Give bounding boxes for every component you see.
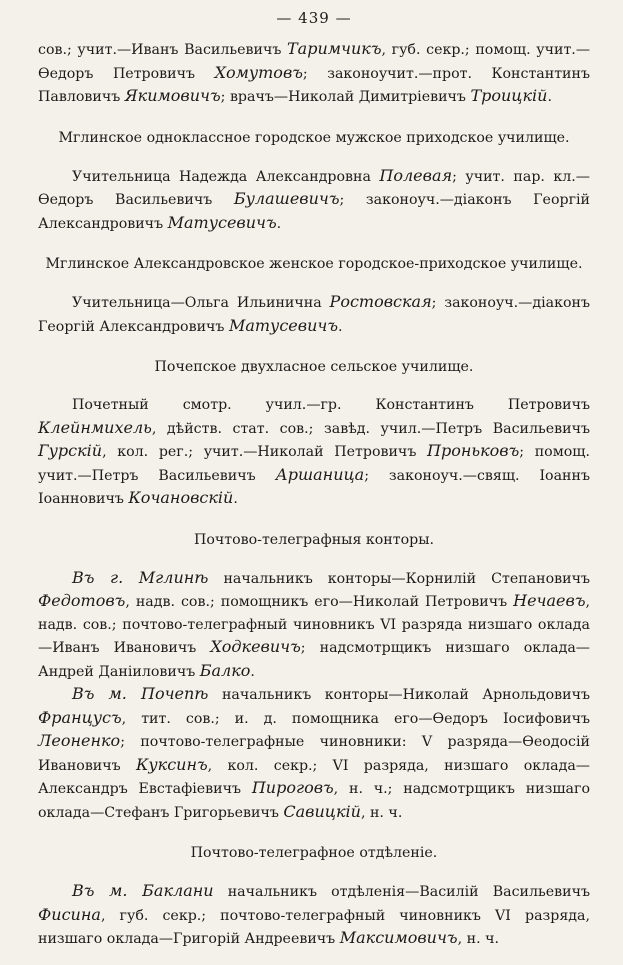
paragraph-pochep-school [38,394,590,511]
italic-name: Францусъ [38,707,122,727]
italic-name: Гурскій [38,441,103,460]
text-run: начальникъ конторы—Корнилій Степановичъ [208,570,590,587]
italic-name: Леоненко [38,731,121,750]
text-run: ; врачъ—Николай Димитріевичъ [220,89,471,105]
italic-name: Куксинъ [135,754,208,774]
text-run: , губ. секр.; помощ. учит.—Өедоръ Петровичъ [38,42,591,82]
italic-name: Троицкій [470,86,548,105]
italic-name: Таримчикъ [287,39,382,58]
text-run: ; почтово-телеграфные чиновники: V разряда—Өеодосій Ивановичъ [38,734,590,774]
italic-name: Максимовичъ [339,928,458,947]
text-run: начальникъ отдѣленія—Василій Васильевичъ [213,884,590,900]
text-run: , надв. сов.; почтово-телеграфный чиновникъ VI разряда низшаго оклада—Иванъ Ивановичъ [38,594,590,656]
text-run: ; законоуч.—діаконъ Георгій Александровичъ [38,192,590,232]
heading-mglin-male-school: Мглинское одноклассное городское мужское приходское училище. [58,129,570,146]
italic-name: Въ м. Баклани [72,881,214,900]
text-run: ; законоуч.—свящ. Іоаннъ Іоанновичъ [38,467,590,507]
italic-name: Въ г. Мглинѣ [72,567,209,587]
italic-name: Якимовичъ [124,86,221,105]
italic-name: Клейнмихель [38,417,152,437]
text-run: , н. ч.; надсмотрщикъ низшаго оклада—Стефанъ Григорьевичъ [38,781,590,821]
italic-name: Фисина [38,904,101,924]
paragraph-post-branch-baklan [38,880,590,951]
italic-name: Аршаница [275,464,365,484]
italic-name: Проньковъ [427,441,520,460]
italic-name: Нечаевъ [513,591,586,610]
text-run: . [276,215,282,232]
paragraph-mglin-female-school [38,291,590,338]
italic-name: Пироговъ [251,778,334,797]
text-run: Почетный смотр. учил.—гр. Константинъ Петровичъ [72,397,590,413]
heading-post-offices: Почтово-телеграфныя конторы. [193,531,435,548]
italic-name: Полевая [379,165,453,185]
text-run: ; законоуч.—діаконъ Георгій Александровичъ [38,295,590,335]
italic-name: Балко [199,660,251,680]
text-run: ; законоучит.—прот. Константинъ Павловичъ [38,65,590,105]
text-run: . [547,89,552,105]
italic-name: Булашевичъ [233,189,340,208]
text-run: , н. ч. [457,931,499,947]
heading-post-branch: Почтово-телеграфное отдѣленіе. [190,845,438,861]
paragraph-post-office-pochep [38,683,590,824]
text-run: , н. ч. [360,804,403,821]
italic-name: Кочановскій [128,488,234,507]
italic-name: Ходкевичъ [210,637,301,656]
italic-name: Савицкій [283,801,361,821]
text-run: ; надсмотрщикъ низшаго оклада—Андрей Даніиловичъ [38,640,590,680]
text-run: , дѣйств. стат. сов.; завѣд. учил.—Петръ Васильевичъ [151,420,590,437]
text-run: , надв. сов.; помощникъ его—Николай Петровичъ [125,594,514,610]
paragraph-mglin-male-school [38,165,590,236]
text-run: ; помощ. учит.—Петръ Васильевичъ [38,444,590,484]
text-run: Учительница—Ольга Ильинична [72,295,330,311]
text-run: , губ. секр.; почтово-телеграфный чиновникъ VI разряда, низшаго оклада—Григорій Андреевичъ [38,907,590,947]
text-run: начальникъ конторы—Николай Арнольдовичъ [208,687,591,703]
paragraph-post-office-mglin [38,567,590,684]
italic-name: Ростовская [329,292,432,311]
italic-name: Хомутовъ [214,62,303,82]
paragraph-staff-continued [38,38,590,109]
italic-name: Матусевичъ [228,315,338,335]
italic-name: Федотовъ [38,591,126,610]
text-run: сов.; учит.—Иванъ Васильевичъ [38,42,287,58]
text-run: , кол. рег.; учит.—Николай Петровичъ [102,444,428,460]
italic-name: Въ м. Почепѣ [72,684,209,703]
text-run: Учительница Надежда Александровна [72,168,380,185]
text-run: , кол. секр.; VI разряда, низшаго оклада—Александръ Евстафіевичъ [38,757,590,797]
text-run: ; учит. пар. кл.—Өедоръ Васильевичъ [38,168,590,208]
text-run: . [233,491,238,507]
heading-pochep-school: Почепское двухласное сельское училище. [154,359,474,375]
text-run: , тит. сов.; и. д. помощника его—Өедоръ Іосифовичъ [121,710,590,727]
text-run: . [250,663,255,680]
text-run: . [338,318,343,335]
heading-mglin-female-school: Мглинское Александровское женское городское-приходское училище. [45,256,583,272]
italic-name: Матусевичъ [167,212,277,232]
page-number: — 439 — [276,9,352,27]
